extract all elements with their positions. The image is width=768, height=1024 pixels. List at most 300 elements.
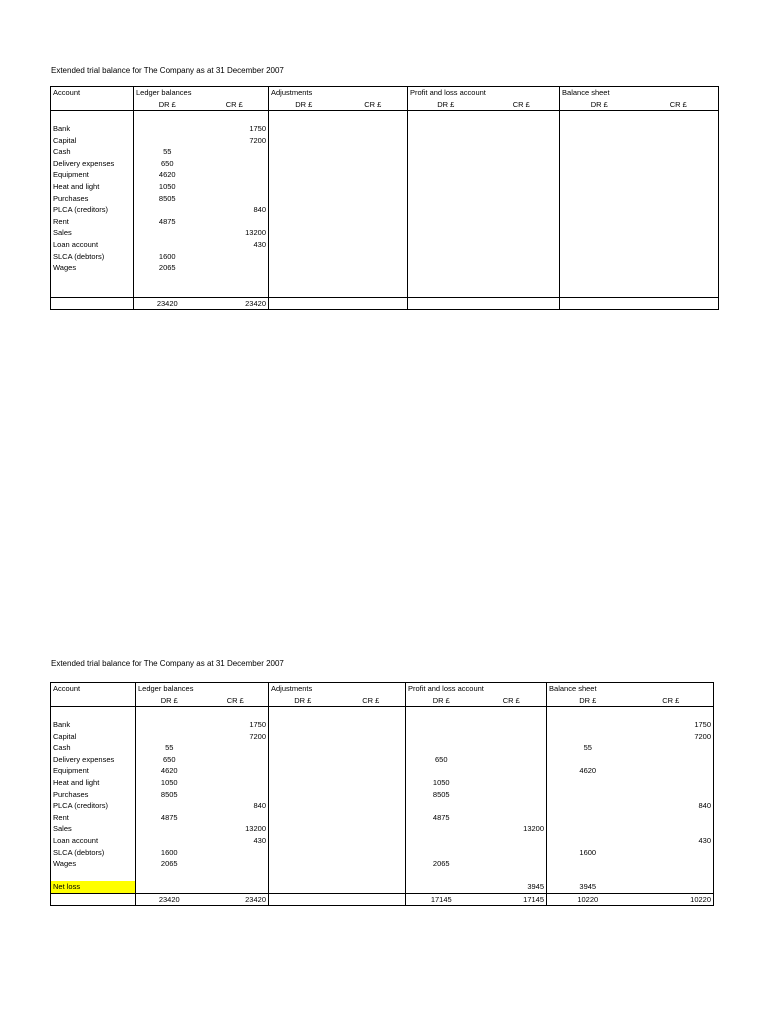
pl-dr-cell <box>406 730 477 742</box>
pl-cr-header: CR £ <box>484 99 560 111</box>
bs-cr-cell <box>629 788 714 800</box>
adjustments-cr-header: CR £ <box>337 695 406 707</box>
adjustments-dr-cell <box>269 858 337 870</box>
table-row <box>51 192 719 204</box>
bs-cr-cell <box>639 146 719 158</box>
pl-cr-cell <box>477 742 547 754</box>
spacer-row <box>51 274 719 286</box>
ledger-cr-cell <box>201 181 269 193</box>
ledger-dr-cell: 1050 <box>134 181 201 193</box>
ledger-balances-header: Ledger balances <box>134 87 269 99</box>
adjustments-dr-cell <box>269 239 339 251</box>
account-cell: Bank <box>51 719 136 731</box>
adjustments-cr-cell <box>337 777 406 789</box>
ledger-dr-cell <box>134 111 201 123</box>
bs-cr-cell <box>639 158 719 170</box>
ledger-dr-cell: 55 <box>136 742 203 754</box>
ledger-dr-cell <box>136 870 203 882</box>
account-header: Account <box>51 87 134 99</box>
ledger-dr-cell <box>134 227 201 239</box>
adjustments-cr-cell <box>339 297 408 310</box>
pl-dr-cell <box>406 846 477 858</box>
pl-dr-cell <box>406 742 477 754</box>
balance-sheet-header: Balance sheet <box>547 683 714 695</box>
bs-dr-cell <box>547 707 629 719</box>
pl-cr-cell <box>477 765 547 777</box>
pl-dr-cell <box>406 707 477 719</box>
pl-cr-cell <box>484 192 560 204</box>
pl-dr-cell: 4875 <box>406 812 477 824</box>
account-cell: Bank <box>51 123 134 135</box>
bs-cr-cell <box>639 169 719 181</box>
adjustments-dr-cell <box>269 227 339 239</box>
bs-dr-cell <box>560 227 639 239</box>
adjustments-dr-cell <box>269 777 337 789</box>
account-cell: Loan account <box>51 239 134 251</box>
spacer-row <box>51 707 714 719</box>
bs-dr-cell <box>547 870 629 882</box>
ledger-dr-header: DR £ <box>136 695 203 707</box>
adjustments-dr-cell <box>269 123 339 135</box>
bs-cr-cell <box>639 181 719 193</box>
account-cell: Delivery expenses <box>51 158 134 170</box>
ledger-dr-cell: 650 <box>134 158 201 170</box>
bs-dr-cell <box>560 204 639 216</box>
pl-cr-cell <box>477 730 547 742</box>
bs-cr-cell <box>629 742 714 754</box>
bs-dr-cell: 10220 <box>547 893 629 906</box>
ledger-cr-header: CR £ <box>203 695 269 707</box>
bs-cr-header: CR £ <box>629 695 714 707</box>
ledger-dr-cell: 2065 <box>134 262 201 274</box>
bs-cr-cell: 1750 <box>629 719 714 731</box>
table-row <box>51 846 714 858</box>
pl-cr-cell <box>484 216 560 228</box>
pl-dr-cell <box>408 146 484 158</box>
bs-cr-cell <box>629 870 714 882</box>
ledger-cr-cell: 13200 <box>201 227 269 239</box>
pl-dr-cell <box>408 204 484 216</box>
account-cell <box>51 893 136 906</box>
ledger-dr-cell <box>136 730 203 742</box>
adjustments-dr-cell <box>269 169 339 181</box>
account-cell: Equipment <box>51 765 136 777</box>
adjustments-cr-cell <box>337 823 406 835</box>
pl-dr-cell <box>406 765 477 777</box>
spacer-row <box>51 111 719 123</box>
table-row <box>51 777 714 789</box>
ledger-dr-cell: 23420 <box>136 893 203 906</box>
table-row <box>51 812 714 824</box>
ledger-cr-cell: 23420 <box>203 893 269 906</box>
pl-dr-cell <box>406 800 477 812</box>
adjustments-cr-cell <box>337 800 406 812</box>
ledger-dr-cell <box>136 835 203 847</box>
adjustments-cr-cell <box>337 858 406 870</box>
pl-cr-header: CR £ <box>477 695 547 707</box>
bs-dr-cell <box>547 719 629 731</box>
account-subheader <box>51 99 134 111</box>
account-cell: Sales <box>51 823 136 835</box>
bs-cr-cell <box>639 285 719 297</box>
table-row <box>51 719 714 731</box>
bs-cr-cell: 840 <box>629 800 714 812</box>
account-cell <box>51 297 134 310</box>
bs-dr-cell <box>560 146 639 158</box>
ledger-dr-cell <box>136 823 203 835</box>
net-loss-row <box>51 881 714 893</box>
profit-loss-header: Profit and loss account <box>408 87 560 99</box>
ledger-cr-cell: 7200 <box>203 730 269 742</box>
bs-dr-cell <box>547 788 629 800</box>
pl-cr-cell <box>484 262 560 274</box>
adjustments-cr-cell <box>337 812 406 824</box>
adjustments-dr-cell <box>269 297 339 310</box>
adjustments-dr-cell <box>269 285 339 297</box>
table-row <box>51 754 714 766</box>
adjustments-dr-cell <box>269 730 337 742</box>
account-cell <box>51 870 136 882</box>
pl-dr-cell <box>408 274 484 286</box>
pl-cr-cell <box>477 707 547 719</box>
pl-cr-cell <box>477 777 547 789</box>
ledger-dr-cell: 1600 <box>134 250 201 262</box>
adjustments-cr-cell <box>339 285 408 297</box>
bs-cr-cell <box>639 192 719 204</box>
bs-cr-cell <box>629 812 714 824</box>
adjustments-header: Adjustments <box>269 683 406 695</box>
adjustments-dr-cell <box>269 812 337 824</box>
bs-cr-cell <box>629 858 714 870</box>
account-cell: Purchases <box>51 192 134 204</box>
ledger-cr-cell <box>203 754 269 766</box>
pl-cr-cell <box>477 788 547 800</box>
adjustments-cr-cell <box>339 250 408 262</box>
ledger-dr-cell: 1600 <box>136 846 203 858</box>
bs-dr-cell <box>547 858 629 870</box>
account-cell: Wages <box>51 262 134 274</box>
bs-cr-cell <box>639 123 719 135</box>
pl-dr-cell <box>408 134 484 146</box>
pl-dr-header: DR £ <box>408 99 484 111</box>
adjustments-dr-cell <box>269 719 337 731</box>
bs-dr-cell <box>560 111 639 123</box>
bs-cr-cell <box>639 111 719 123</box>
ledger-cr-cell <box>201 146 269 158</box>
bs-dr-cell <box>547 777 629 789</box>
ledger-dr-cell: 8505 <box>136 788 203 800</box>
ledger-cr-cell <box>203 812 269 824</box>
bs-cr-cell <box>629 777 714 789</box>
adjustments-dr-cell <box>269 250 339 262</box>
pl-cr-cell <box>484 123 560 135</box>
adjustments-dr-cell <box>269 192 339 204</box>
table-row <box>51 742 714 754</box>
pl-cr-cell <box>484 181 560 193</box>
ledger-dr-cell: 4620 <box>136 765 203 777</box>
pl-dr-cell <box>408 216 484 228</box>
spacer-row <box>51 870 714 882</box>
ledger-cr-cell <box>201 169 269 181</box>
ledger-dr-cell <box>136 719 203 731</box>
pl-cr-cell <box>484 227 560 239</box>
pl-cr-cell: 17145 <box>477 893 547 906</box>
bs-cr-cell <box>639 297 719 310</box>
ledger-dr-cell <box>134 285 201 297</box>
adjustments-dr-cell <box>269 707 337 719</box>
pl-cr-cell <box>477 858 547 870</box>
bs-cr-cell <box>629 823 714 835</box>
ledger-cr-cell: 13200 <box>203 823 269 835</box>
table-row <box>51 169 719 181</box>
ledger-dr-cell: 4620 <box>134 169 201 181</box>
bs-dr-cell <box>560 192 639 204</box>
bs-dr-cell <box>560 274 639 286</box>
table-row <box>51 835 714 847</box>
adjustments-dr-cell <box>269 870 337 882</box>
account-cell: Delivery expenses <box>51 754 136 766</box>
account-cell: Capital <box>51 134 134 146</box>
pl-dr-cell: 8505 <box>406 788 477 800</box>
pl-dr-cell <box>408 227 484 239</box>
ledger-cr-cell <box>201 216 269 228</box>
extended-trial-balance-table-2 <box>50 682 714 906</box>
account-cell: Equipment <box>51 169 134 181</box>
pl-dr-cell <box>408 250 484 262</box>
table-row <box>51 158 719 170</box>
account-cell: Purchases <box>51 788 136 800</box>
bs-dr-cell <box>560 181 639 193</box>
adjustments-cr-cell <box>337 846 406 858</box>
adjustments-cr-cell <box>339 204 408 216</box>
adjustments-dr-cell <box>269 204 339 216</box>
table-row <box>51 216 719 228</box>
ledger-cr-cell: 7200 <box>201 134 269 146</box>
bs-dr-cell: 55 <box>547 742 629 754</box>
account-cell: Net loss <box>51 881 136 893</box>
adjustments-cr-cell <box>337 893 406 906</box>
account-cell: Rent <box>51 812 136 824</box>
adjustments-cr-header: CR £ <box>339 99 408 111</box>
ledger-cr-cell <box>203 777 269 789</box>
ledger-dr-cell: 8505 <box>134 192 201 204</box>
table1-title: Extended trial balance for The Company as at 31 December 2007 <box>51 66 284 75</box>
ledger-cr-cell: 1750 <box>201 123 269 135</box>
table-row <box>51 765 714 777</box>
bs-dr-cell <box>547 800 629 812</box>
adjustments-dr-cell <box>269 823 337 835</box>
pl-dr-cell <box>408 158 484 170</box>
account-cell: PLCA (creditors) <box>51 800 136 812</box>
balance-sheet-header: Balance sheet <box>560 87 719 99</box>
pl-dr-cell <box>408 285 484 297</box>
bs-cr-cell <box>639 216 719 228</box>
account-cell: Heat and light <box>51 181 134 193</box>
table-row <box>51 262 719 274</box>
ledger-dr-cell <box>134 204 201 216</box>
adjustments-cr-cell <box>337 754 406 766</box>
adjustments-dr-cell <box>269 134 339 146</box>
pl-dr-cell <box>408 297 484 310</box>
bs-cr-cell <box>629 707 714 719</box>
adjustments-cr-cell <box>339 181 408 193</box>
adjustments-cr-cell <box>339 123 408 135</box>
pl-cr-cell <box>477 835 547 847</box>
bs-dr-cell <box>547 823 629 835</box>
adjustments-cr-cell <box>339 227 408 239</box>
pl-cr-cell: 13200 <box>477 823 547 835</box>
account-cell: Heat and light <box>51 777 136 789</box>
extended-trial-balance-table-1 <box>50 86 719 310</box>
bs-cr-cell: 430 <box>629 835 714 847</box>
ledger-cr-cell <box>203 858 269 870</box>
bs-dr-cell: 3945 <box>547 881 629 893</box>
account-cell: Cash <box>51 146 134 158</box>
account-cell: Cash <box>51 742 136 754</box>
adjustments-cr-cell <box>337 719 406 731</box>
adjustments-cr-cell <box>337 742 406 754</box>
pl-dr-cell <box>406 835 477 847</box>
ledger-dr-cell <box>136 881 203 893</box>
pl-dr-cell <box>408 111 484 123</box>
pl-cr-cell: 3945 <box>477 881 547 893</box>
pl-cr-cell <box>477 754 547 766</box>
adjustments-dr-cell <box>269 893 337 906</box>
pl-dr-cell <box>408 192 484 204</box>
table-row <box>51 788 714 800</box>
bs-cr-cell <box>639 250 719 262</box>
ledger-cr-cell <box>201 192 269 204</box>
account-cell: Sales <box>51 227 134 239</box>
bs-cr-cell <box>629 846 714 858</box>
pl-dr-cell <box>408 262 484 274</box>
ledger-cr-cell <box>201 111 269 123</box>
table-row <box>51 730 714 742</box>
ledger-dr-header: DR £ <box>134 99 201 111</box>
account-cell <box>51 707 136 719</box>
ledger-cr-cell: 840 <box>201 204 269 216</box>
bs-cr-cell <box>639 134 719 146</box>
table-row <box>51 204 719 216</box>
adjustments-dr-cell <box>269 846 337 858</box>
account-header: Account <box>51 683 136 695</box>
account-cell: Capital <box>51 730 136 742</box>
bs-dr-cell: 1600 <box>547 846 629 858</box>
adjustments-cr-cell <box>337 870 406 882</box>
adjustments-cr-cell <box>339 216 408 228</box>
spacer-row <box>51 285 719 297</box>
ledger-dr-cell <box>134 134 201 146</box>
ledger-dr-cell <box>136 707 203 719</box>
bs-cr-cell <box>629 765 714 777</box>
adjustments-cr-cell <box>339 262 408 274</box>
ledger-cr-cell <box>203 765 269 777</box>
bs-cr-cell <box>639 204 719 216</box>
account-cell <box>51 274 134 286</box>
adjustments-dr-cell <box>269 800 337 812</box>
bs-dr-cell <box>547 835 629 847</box>
table-row <box>51 227 719 239</box>
account-subheader <box>51 695 136 707</box>
pl-cr-cell <box>484 285 560 297</box>
bs-cr-header: CR £ <box>639 99 719 111</box>
adjustments-dr-cell <box>269 788 337 800</box>
pl-cr-cell <box>484 146 560 158</box>
ledger-balances-header: Ledger balances <box>136 683 269 695</box>
pl-dr-cell <box>406 881 477 893</box>
account-cell: SLCA (debtors) <box>51 846 136 858</box>
ledger-cr-cell <box>203 788 269 800</box>
bs-dr-cell <box>560 285 639 297</box>
bs-dr-cell <box>560 123 639 135</box>
bs-cr-cell: 7200 <box>629 730 714 742</box>
table-row <box>51 181 719 193</box>
adjustments-dr-cell <box>269 158 339 170</box>
pl-cr-cell <box>484 169 560 181</box>
ledger-cr-cell <box>203 846 269 858</box>
table-row <box>51 858 714 870</box>
adjustments-dr-cell <box>269 765 337 777</box>
ledger-dr-cell: 23420 <box>134 297 201 310</box>
ledger-cr-cell <box>203 742 269 754</box>
table-row <box>51 239 719 251</box>
adjustments-cr-cell <box>339 169 408 181</box>
ledger-cr-cell: 1750 <box>203 719 269 731</box>
adjustments-dr-cell <box>269 881 337 893</box>
adjustments-cr-cell <box>337 835 406 847</box>
bs-cr-cell <box>639 274 719 286</box>
bs-dr-cell <box>547 754 629 766</box>
bs-dr-header: DR £ <box>560 99 639 111</box>
adjustments-cr-cell <box>339 239 408 251</box>
totals-row <box>51 893 714 906</box>
table-row <box>51 146 719 158</box>
pl-cr-cell <box>484 158 560 170</box>
ledger-dr-cell <box>134 239 201 251</box>
table-row <box>51 250 719 262</box>
bs-dr-cell <box>560 297 639 310</box>
pl-cr-cell <box>477 812 547 824</box>
account-cell: SLCA (debtors) <box>51 250 134 262</box>
pl-dr-cell <box>406 870 477 882</box>
profit-loss-header: Profit and loss account <box>406 683 547 695</box>
ledger-cr-cell <box>201 250 269 262</box>
table-row <box>51 134 719 146</box>
ledger-cr-cell <box>201 262 269 274</box>
bs-cr-cell <box>639 227 719 239</box>
pl-cr-cell <box>484 204 560 216</box>
adjustments-cr-cell <box>339 274 408 286</box>
bs-cr-cell <box>639 239 719 251</box>
adjustments-cr-cell <box>337 730 406 742</box>
pl-cr-cell <box>484 274 560 286</box>
ledger-cr-cell: 23420 <box>201 297 269 310</box>
bs-dr-cell <box>560 239 639 251</box>
adjustments-dr-cell <box>269 742 337 754</box>
bs-dr-cell <box>560 262 639 274</box>
bs-dr-cell <box>560 216 639 228</box>
account-cell <box>51 111 134 123</box>
ledger-dr-cell: 4875 <box>136 812 203 824</box>
pl-cr-cell <box>477 846 547 858</box>
pl-dr-cell: 1050 <box>406 777 477 789</box>
totals-row <box>51 297 719 310</box>
ledger-cr-cell <box>203 870 269 882</box>
ledger-cr-cell <box>201 285 269 297</box>
bs-cr-cell: 10220 <box>629 893 714 906</box>
bs-cr-cell <box>639 262 719 274</box>
adjustments-dr-cell <box>269 181 339 193</box>
